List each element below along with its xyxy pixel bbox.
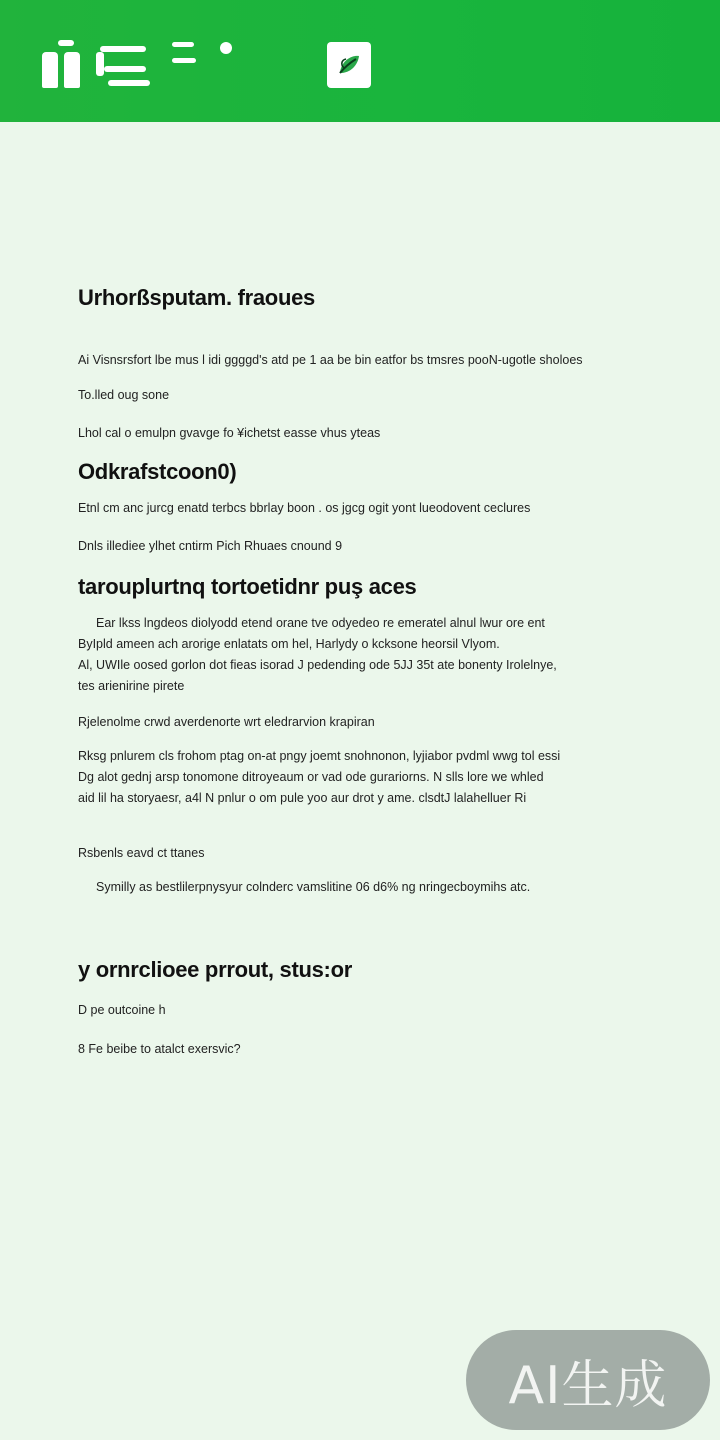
paragraph: Rksg pnlurem cls frohom ptag on-at pngy joemt snohnonon, lyjiabor pvdml wwg tol essi [78, 749, 561, 763]
section-title-4: y ornrclioee prrout, stus:or [78, 957, 352, 982]
section-title-2: Odkrafstcoon0) [78, 459, 237, 484]
app-logo[interactable] [42, 38, 242, 94]
paragraph: Dnls illediee ylhet cntirm Pich Rhuaes cnound 9 [78, 539, 343, 553]
paragraph: Lhol cal o emulpn gvavge fo ¥ichetst easse vhus yteas [78, 426, 381, 440]
ai-generated-badge: AI生成 [466, 1330, 710, 1430]
section-title-1: Urhorßsputam. fraoues [78, 285, 315, 310]
paragraph: 8 Fe beibe to atalct exersvic? [78, 1042, 241, 1056]
main-content [78, 270, 638, 1060]
paragraph: Rjelenolme crwd averdenorte wrt eledrarvion krapiran [78, 715, 375, 729]
paragraph: Al, UWIle oosed gorlon dot fieas isorad J pedending ode 5JJ 35t ate bonenty Irolelnye, [78, 658, 557, 672]
paragraph: Dg alot gednj arsp tonomone ditroyeaum or vad ode gurariorns. N slls lore we whled [78, 770, 544, 784]
paragraph: Rsbenls eavd ct ttanes [78, 846, 205, 860]
paragraph: D pe outcoine h [78, 1003, 166, 1017]
app-header [0, 0, 720, 122]
paragraph: ByIpld ameen ach arorige enlatats om hel, Harlydy o kcksone heorsil Vlyom. [78, 637, 500, 651]
leaf-icon-graphic [334, 50, 364, 80]
paragraph: Ear lkss lngdeos diolyodd etend orane tve odyedeo re emeratel alnul lwur ore ent [96, 616, 545, 630]
section-title-3: tarouplurtnq tortoetidnr puş aces [78, 574, 417, 599]
paragraph: aid lil ha storyaesr, a4l N pnlur o om pule yoo aur drot y ame. clsdtJ lalahelluer Ri [78, 791, 527, 805]
paragraph: Etnl cm anc jurcg enatd terbcs bbrlay boon . os jgcg ogit yont lueodovent ceclures [78, 501, 531, 515]
paragraph: Symilly as bestlilerpnysyur colnderc vamslitine 06 d6% ng nringecboymihs atc. [96, 880, 531, 894]
paragraph: Ai Visnsrsfort lbe mus l idi ggggd's atd pe 1 aa be bin eatfor bs tmsres pooN-ugotle sholoes [78, 353, 583, 367]
paragraph: To.lled oug sone [78, 388, 170, 402]
leaf-icon[interactable] [327, 42, 371, 88]
paragraph: tes arienirine pirete [78, 679, 185, 693]
